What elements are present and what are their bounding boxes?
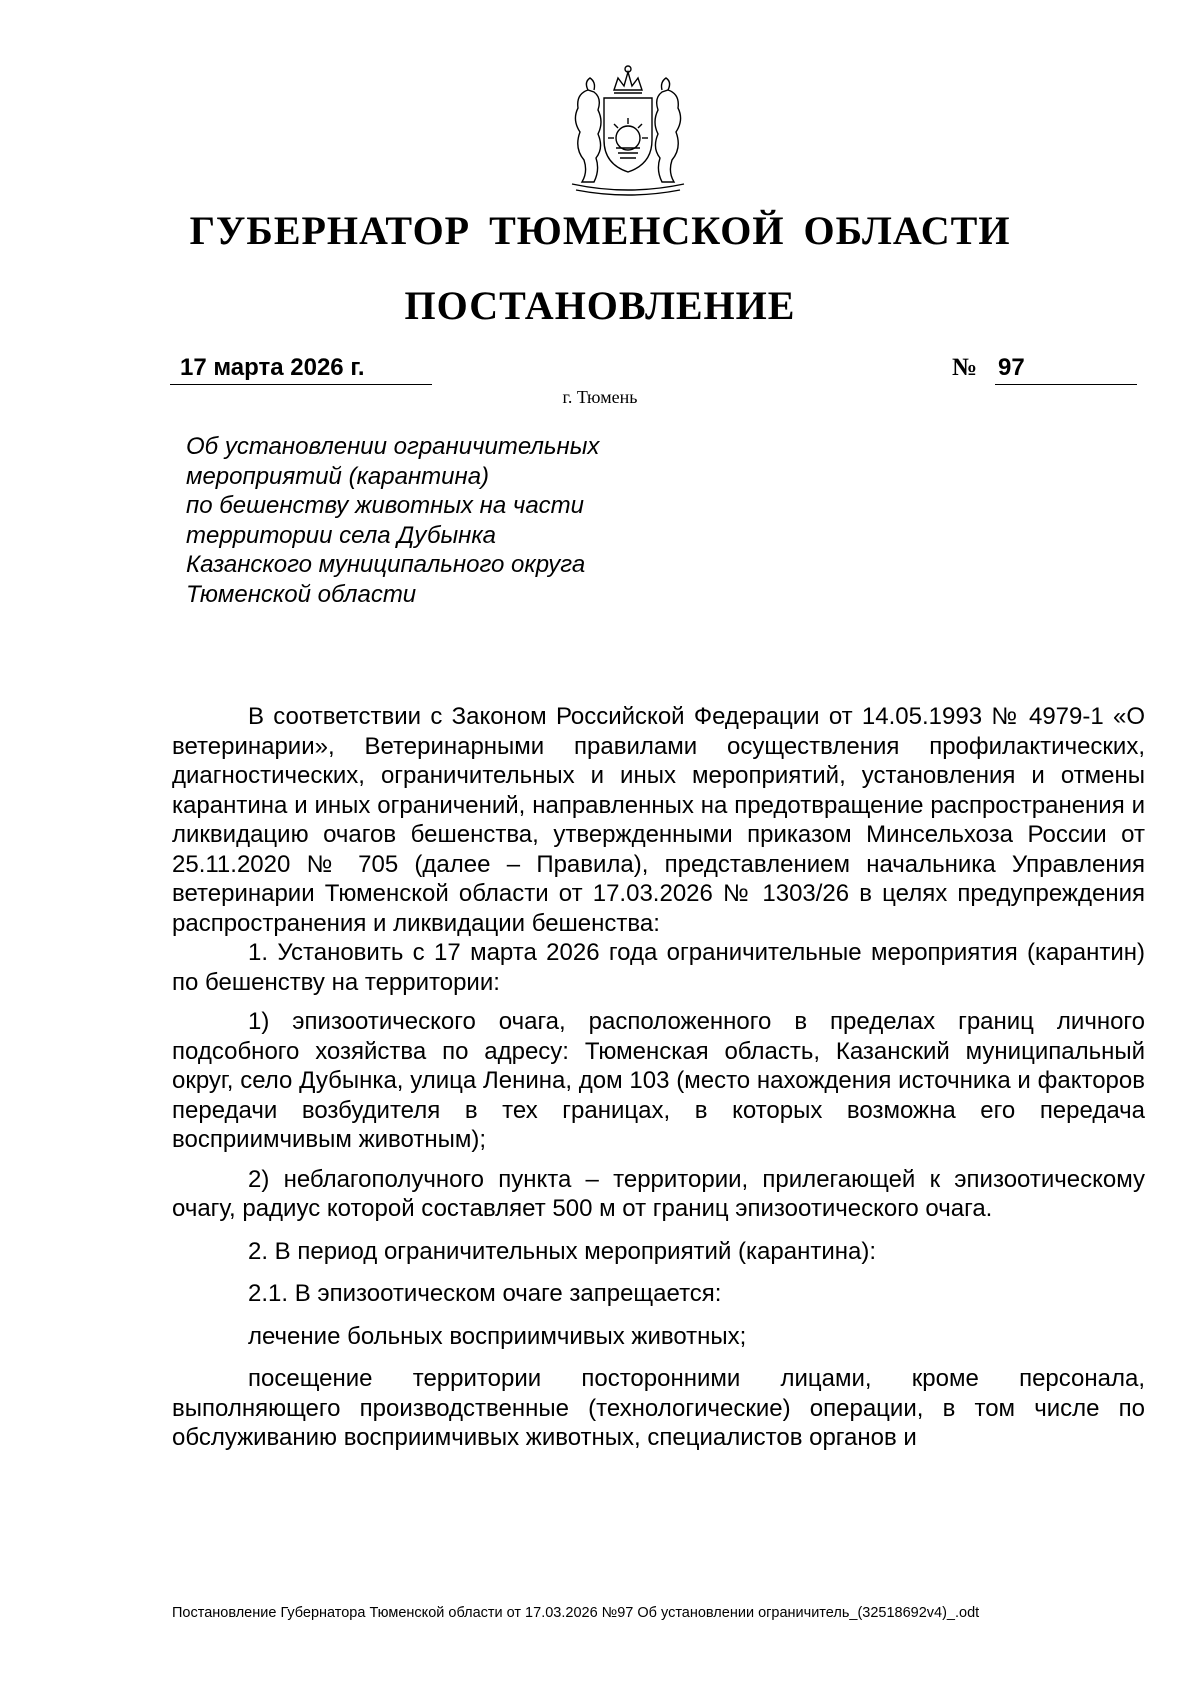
body-paragraph: 2. В период ограничительных мероприятий (карантина): — [248, 1237, 877, 1265]
document-number: 97 — [998, 354, 1025, 381]
subject-line: Казанского муниципального округа — [186, 551, 586, 578]
date-field — [170, 354, 432, 385]
subject-line: мероприятий (карантина) — [186, 462, 490, 490]
body-paragraph: 2) неблагополучного пункта – территории, прилегающей к эпизоотическому очагу, радиус которой составляет 500 м от границ эпизоотического очага. — [172, 1165, 1145, 1222]
body-paragraph: посещение территории посторонними лицами, кроме персонала, выполняющего производственные (технологические) операции, в том числе по обслуживанию восприимчивых животных, специалистов органов и — [172, 1365, 1145, 1451]
subject-line: Тюменской области — [186, 580, 417, 608]
body-paragraph: лечение больных восприимчивых животных; — [248, 1322, 747, 1350]
body-paragraph: В соответствии с Законом Российской Федерации от 14.05.1993 № 4979-1 «О ветеринарии», Ветеринарными правилами осуществления профилактических, диагностических, ограничительных и иных мероприятий, установления и отмены карантина и иных ограничений, направленных на предотвращение распространения и ликвидацию очагов бешенства, утвержденными приказом Минсельхоза России от 25.11.2020 № 705 (далее – Правила), представлением начальника Управления ветеринарии Тюменской области от 17.03.2026 № 1303/26 в целях предупреждения распространения и ликвидации бешенства: — [172, 703, 1145, 937]
document-body — [172, 702, 1145, 1453]
subject-line: территории села Дубынка — [186, 521, 497, 549]
coat-of-arms-emblem — [548, 60, 708, 200]
document-type: ПОСТАНОВЛЕНИЕ — [404, 283, 796, 328]
number-field — [995, 354, 1137, 385]
body-paragraph: 2.1. В эпизоотическом очаге запрещается: — [248, 1280, 722, 1307]
body-paragraph: 1) эпизоотического очага, расположенного в пределах границ личного подсобного хозяйства по адресу: Тюменская область, Казанский муниципальный округ, село Дубынка, улица Ленина, дом 103 (место нахождения источника и факторов передачи возбудителя в тех границах, в которых возможна его передача восприимчивым животным); — [172, 1008, 1145, 1153]
subject-line: Об установлении ограничительных — [186, 433, 600, 460]
document-subject — [186, 432, 746, 609]
page-footer: Постановление Губернатора Тюменской области от 17.03.2026 №97 Об установлении ограничитель_(32518692v4)_.odt — [172, 1605, 980, 1621]
authority-title: ГУБЕРНАТОР ТЮМЕНСКОЙ ОБЛАСТИ — [189, 208, 1011, 253]
subject-line: по бешенству животных на части — [186, 492, 585, 519]
city-name: г. Тюмень — [562, 387, 638, 407]
document-date: 17 марта 2026 г. — [180, 354, 365, 381]
body-paragraph: 1. Установить с 17 марта 2026 года ограничительные мероприятия (карантин) по бешенству на территории: — [172, 939, 1145, 996]
number-label: № — [952, 354, 978, 381]
